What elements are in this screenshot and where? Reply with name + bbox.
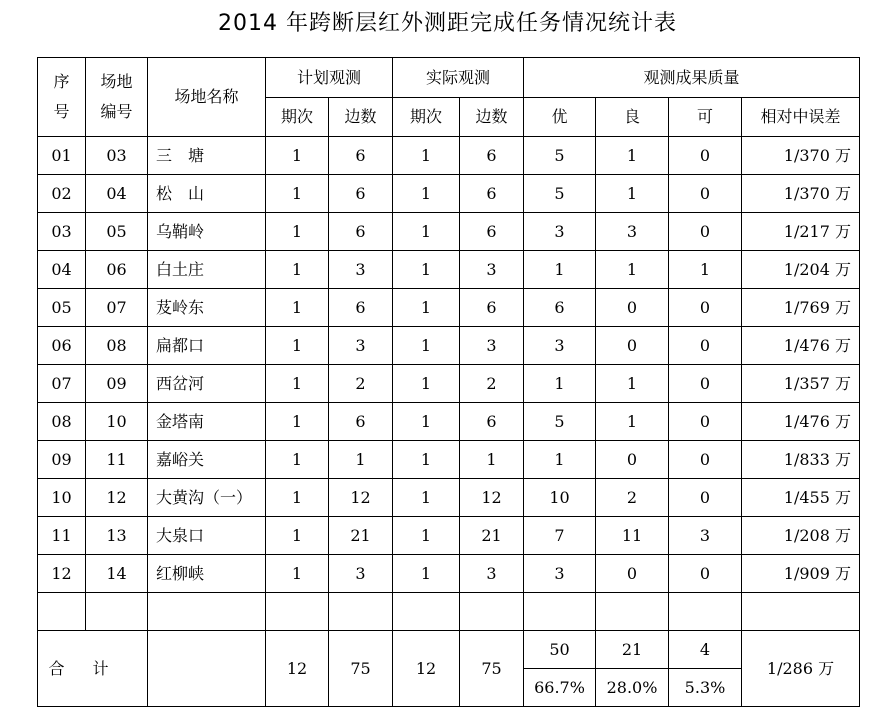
- cell-seq: 10: [38, 479, 86, 517]
- header-rel-error: 相对中误差: [742, 98, 860, 137]
- cell-rel-error: 1/909 万: [742, 555, 860, 593]
- cell-fair: 0: [669, 213, 742, 251]
- cell-planned-periods: 1: [266, 251, 329, 289]
- total-planned-sides: 75: [329, 631, 393, 707]
- total-fair-pct: 5.3%: [669, 669, 742, 707]
- total-row: [38, 631, 860, 669]
- cell-planned-periods: 1: [266, 365, 329, 403]
- total-empty-site: [148, 631, 266, 707]
- header-actual: 实际观测: [393, 58, 524, 98]
- header-planned: 计划观测: [266, 58, 393, 98]
- cell-rel-error: 1/370 万: [742, 137, 860, 175]
- cell-excellent: 10: [524, 479, 596, 517]
- cell-code: 05: [86, 213, 148, 251]
- cell-code: 09: [86, 365, 148, 403]
- cell-planned-periods: 1: [266, 441, 329, 479]
- cell-actual-sides: 2: [460, 365, 524, 403]
- cell-planned-periods: 1: [266, 403, 329, 441]
- table-row: [38, 441, 860, 479]
- cell-excellent: 5: [524, 137, 596, 175]
- table-row: [38, 555, 860, 593]
- cell-site-name: 白土庄: [148, 251, 266, 289]
- blank-cell: [38, 593, 86, 631]
- cell-rel-error: 1/455 万: [742, 479, 860, 517]
- cell-code: 10: [86, 403, 148, 441]
- cell-planned-sides: 6: [329, 175, 393, 213]
- cell-planned-periods: 1: [266, 517, 329, 555]
- cell-seq: 02: [38, 175, 86, 213]
- cell-fair: 3: [669, 517, 742, 555]
- cell-fair: 1: [669, 251, 742, 289]
- cell-actual-periods: 1: [393, 289, 460, 327]
- header-actual-sides: 边数: [460, 98, 524, 137]
- blank-cell: [329, 593, 393, 631]
- cell-actual-periods: 1: [393, 441, 460, 479]
- cell-actual-periods: 1: [393, 175, 460, 213]
- cell-fair: 0: [669, 555, 742, 593]
- blank-cell: [669, 593, 742, 631]
- cell-excellent: 5: [524, 403, 596, 441]
- cell-rel-error: 1/370 万: [742, 175, 860, 213]
- total-label: 合计: [38, 631, 148, 707]
- cell-site-name: 西岔河: [148, 365, 266, 403]
- cell-actual-sides: 6: [460, 175, 524, 213]
- cell-site-name: 红柳峡: [148, 555, 266, 593]
- cell-actual-periods: 1: [393, 137, 460, 175]
- cell-rel-error: 1/833 万: [742, 441, 860, 479]
- blank-cell: [742, 593, 860, 631]
- cell-excellent: 1: [524, 441, 596, 479]
- cell-good: 1: [596, 137, 669, 175]
- cell-code: 12: [86, 479, 148, 517]
- cell-code: 14: [86, 555, 148, 593]
- cell-planned-periods: 1: [266, 289, 329, 327]
- cell-good: 3: [596, 213, 669, 251]
- blank-cell: [524, 593, 596, 631]
- cell-seq: 11: [38, 517, 86, 555]
- cell-code: 06: [86, 251, 148, 289]
- cell-fair: 0: [669, 327, 742, 365]
- cell-site-name: 三 塘: [148, 137, 266, 175]
- cell-good: 0: [596, 289, 669, 327]
- cell-seq: 03: [38, 213, 86, 251]
- cell-excellent: 3: [524, 327, 596, 365]
- cell-good: 1: [596, 251, 669, 289]
- header-code-top: 场地: [100, 71, 133, 91]
- cell-actual-sides: 3: [460, 251, 524, 289]
- cell-excellent: 3: [524, 555, 596, 593]
- cell-actual-sides: 3: [460, 555, 524, 593]
- total-planned-periods: 12: [266, 631, 329, 707]
- cell-planned-sides: 3: [329, 555, 393, 593]
- cell-good: 1: [596, 403, 669, 441]
- blank-cell: [266, 593, 329, 631]
- total-actual-periods: 12: [393, 631, 460, 707]
- cell-site-name: 乌鞘岭: [148, 213, 266, 251]
- cell-excellent: 1: [524, 365, 596, 403]
- cell-seq: 09: [38, 441, 86, 479]
- table-row: [38, 403, 860, 441]
- cell-fair: 0: [669, 479, 742, 517]
- cell-planned-sides: 6: [329, 137, 393, 175]
- blank-row: [38, 593, 860, 631]
- total-good-pct: 28.0%: [596, 669, 669, 707]
- cell-actual-periods: 1: [393, 251, 460, 289]
- cell-planned-sides: 3: [329, 327, 393, 365]
- table-row: [38, 365, 860, 403]
- header-planned-sides: 边数: [329, 98, 393, 137]
- total-excellent: 50: [524, 631, 596, 669]
- header-seq-top: 序: [53, 71, 70, 91]
- cell-code: 13: [86, 517, 148, 555]
- table-row: [38, 137, 860, 175]
- total-excellent-pct: 66.7%: [524, 669, 596, 707]
- header-excellent: 优: [524, 98, 596, 137]
- cell-excellent: 7: [524, 517, 596, 555]
- cell-seq: 01: [38, 137, 86, 175]
- cell-good: 0: [596, 441, 669, 479]
- cell-actual-periods: 1: [393, 479, 460, 517]
- cell-good: 11: [596, 517, 669, 555]
- cell-rel-error: 1/476 万: [742, 327, 860, 365]
- cell-seq: 05: [38, 289, 86, 327]
- cell-planned-sides: 6: [329, 213, 393, 251]
- cell-fair: 0: [669, 137, 742, 175]
- cell-seq: 12: [38, 555, 86, 593]
- cell-site-name: 扁都口: [148, 327, 266, 365]
- cell-good: 2: [596, 479, 669, 517]
- blank-cell: [393, 593, 460, 631]
- cell-site-name: 嘉峪关: [148, 441, 266, 479]
- cell-seq: 04: [38, 251, 86, 289]
- cell-actual-sides: 6: [460, 289, 524, 327]
- cell-fair: 0: [669, 441, 742, 479]
- cell-site-name: 大黄沟（一）: [148, 479, 266, 517]
- table-row: [38, 213, 860, 251]
- cell-rel-error: 1/204 万: [742, 251, 860, 289]
- cell-actual-sides: 6: [460, 213, 524, 251]
- header-planned-periods: 期次: [266, 98, 329, 137]
- header-code: [86, 58, 148, 137]
- cell-planned-sides: 6: [329, 289, 393, 327]
- cell-code: 08: [86, 327, 148, 365]
- cell-rel-error: 1/476 万: [742, 403, 860, 441]
- cell-code: 11: [86, 441, 148, 479]
- cell-actual-sides: 12: [460, 479, 524, 517]
- cell-planned-periods: 1: [266, 479, 329, 517]
- cell-rel-error: 1/769 万: [742, 289, 860, 327]
- blank-cell: [460, 593, 524, 631]
- cell-excellent: 1: [524, 251, 596, 289]
- cell-planned-periods: 1: [266, 213, 329, 251]
- cell-fair: 0: [669, 289, 742, 327]
- table-row: [38, 479, 860, 517]
- table-row: [38, 517, 860, 555]
- cell-actual-sides: 21: [460, 517, 524, 555]
- header-code-bottom: 编号: [100, 102, 133, 121]
- cell-actual-sides: 1: [460, 441, 524, 479]
- cell-planned-sides: 1: [329, 441, 393, 479]
- cell-fair: 0: [669, 175, 742, 213]
- cell-seq: 06: [38, 327, 86, 365]
- cell-code: 07: [86, 289, 148, 327]
- cell-actual-sides: 6: [460, 137, 524, 175]
- cell-fair: 0: [669, 403, 742, 441]
- header-site-name: 场地名称: [148, 58, 266, 137]
- cell-actual-periods: 1: [393, 327, 460, 365]
- table-row: [38, 175, 860, 213]
- total-actual-sides: 75: [460, 631, 524, 707]
- cell-actual-sides: 3: [460, 327, 524, 365]
- cell-actual-periods: 1: [393, 517, 460, 555]
- blank-cell: [86, 593, 148, 631]
- cell-rel-error: 1/208 万: [742, 517, 860, 555]
- header-fair: 可: [669, 98, 742, 137]
- total-rel-error: 1/286 万: [742, 631, 860, 707]
- cell-actual-periods: 1: [393, 365, 460, 403]
- blank-cell: [148, 593, 266, 631]
- cell-site-name: 芨岭东: [148, 289, 266, 327]
- cell-rel-error: 1/357 万: [742, 365, 860, 403]
- header-seq-bottom: 号: [53, 102, 70, 121]
- cell-actual-periods: 1: [393, 213, 460, 251]
- table-row: [38, 251, 860, 289]
- cell-site-name: 金塔南: [148, 403, 266, 441]
- cell-excellent: 5: [524, 175, 596, 213]
- cell-seq: 08: [38, 403, 86, 441]
- header-good: 良: [596, 98, 669, 137]
- cell-planned-periods: 1: [266, 555, 329, 593]
- header-actual-periods: 期次: [393, 98, 460, 137]
- statistics-table: [37, 57, 860, 707]
- table-row: [38, 289, 860, 327]
- cell-rel-error: 1/217 万: [742, 213, 860, 251]
- header-seq: [38, 58, 86, 137]
- cell-good: 0: [596, 327, 669, 365]
- cell-site-name: 大泉口: [148, 517, 266, 555]
- cell-good: 1: [596, 175, 669, 213]
- cell-planned-periods: 1: [266, 137, 329, 175]
- page-title: 2014 年跨断层红外测距完成任务情况统计表: [218, 11, 677, 36]
- cell-planned-periods: 1: [266, 175, 329, 213]
- cell-fair: 0: [669, 365, 742, 403]
- cell-code: 03: [86, 137, 148, 175]
- cell-planned-sides: 12: [329, 479, 393, 517]
- cell-planned-sides: 6: [329, 403, 393, 441]
- header-quality: 观测成果质量: [524, 58, 860, 98]
- cell-good: 1: [596, 365, 669, 403]
- cell-seq: 07: [38, 365, 86, 403]
- cell-planned-sides: 3: [329, 251, 393, 289]
- total-fair: 4: [669, 631, 742, 669]
- cell-site-name: 松 山: [148, 175, 266, 213]
- cell-actual-sides: 6: [460, 403, 524, 441]
- table-row: [38, 327, 860, 365]
- cell-planned-sides: 2: [329, 365, 393, 403]
- cell-excellent: 6: [524, 289, 596, 327]
- cell-planned-sides: 21: [329, 517, 393, 555]
- cell-good: 0: [596, 555, 669, 593]
- cell-actual-periods: 1: [393, 555, 460, 593]
- cell-actual-periods: 1: [393, 403, 460, 441]
- cell-excellent: 3: [524, 213, 596, 251]
- total-good: 21: [596, 631, 669, 669]
- blank-cell: [596, 593, 669, 631]
- cell-code: 04: [86, 175, 148, 213]
- cell-planned-periods: 1: [266, 327, 329, 365]
